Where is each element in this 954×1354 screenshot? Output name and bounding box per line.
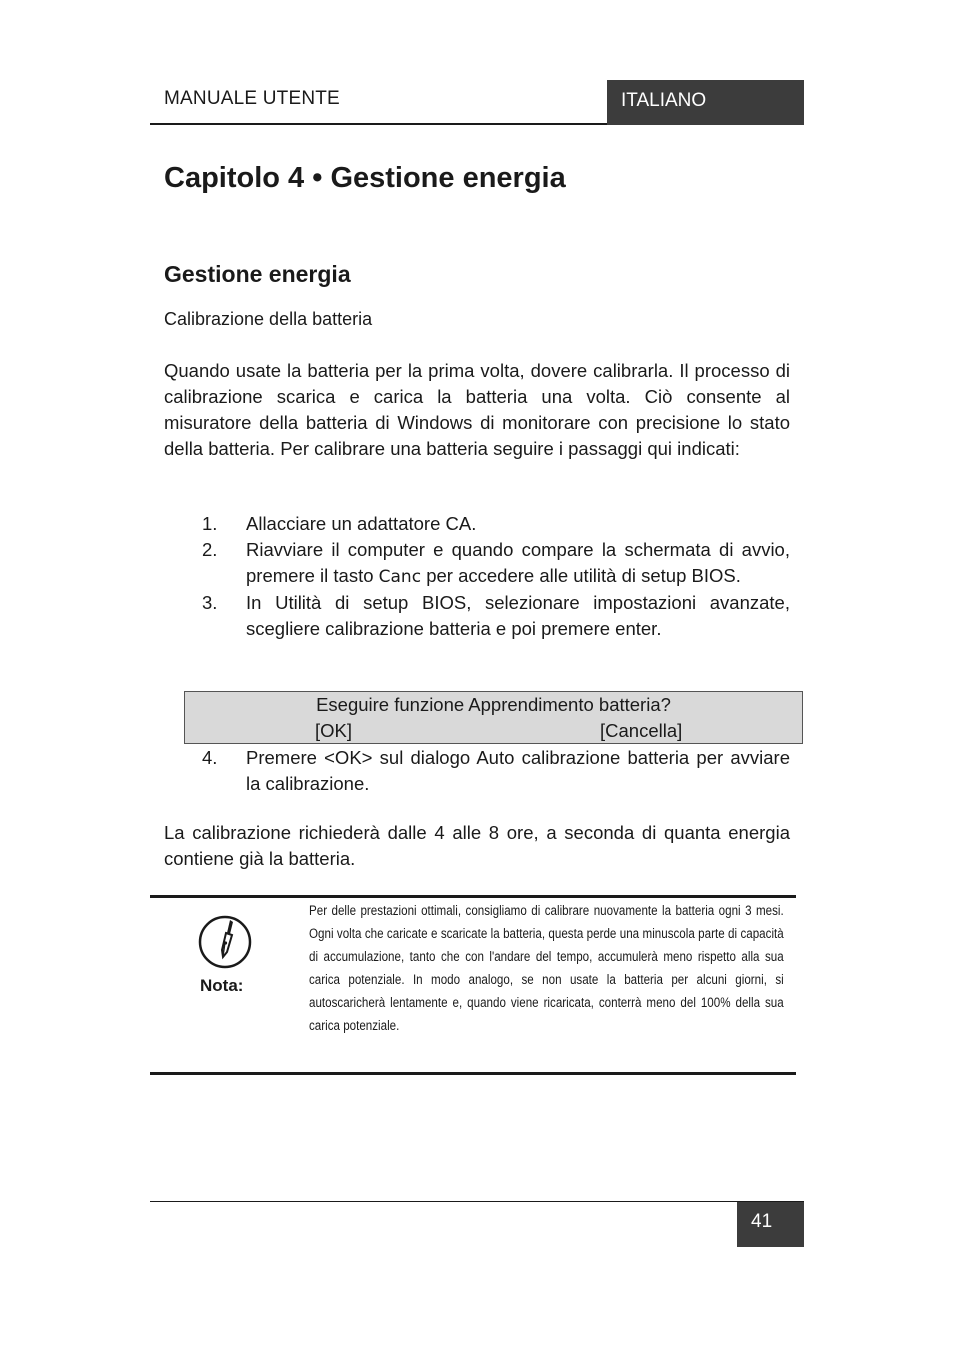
list-item (164, 745, 790, 797)
note-label: Nota: (200, 976, 244, 995)
note-bottom-rule (150, 1072, 796, 1075)
list-item (164, 537, 790, 590)
language-tab: ITALIANO (607, 80, 804, 125)
key-name: Canc (378, 567, 422, 587)
manual-title: MANUALE UTENTE (164, 88, 340, 109)
note-text: Per delle prestazioni ottimali, consigliamo di calibrare nuovamente la batteria ogni 3 mesi. Ogni volta che caricate e scaricate la batteria, questa perde una minuscola parte di capacità di accumulazione, tanto che con l'andare del tempo, accumulerà meno rispetto alla sua carica potenziale. In modo analogo, se non usate la batteria per alcuni giorni, si autoscaricherà lentamente e, quando viene ricaricata, conterrà meno del 100% della sua carica potenziale. (309, 903, 784, 1033)
header-rule (150, 123, 608, 125)
step-number: 4. (202, 747, 218, 768)
section-title: Gestione energia (164, 261, 351, 287)
step-text: Riavviare il computer e quando compare la schermata di avvio, premere il tasto (246, 539, 790, 586)
closing-paragraph: La calibrazione richiederà dalle 4 alle 8 ore, a seconda di quanta energia contiene già la batteria. (164, 822, 790, 869)
intro-paragraph: Quando usate la batteria per la prima volta, dovere calibrarla. Il processo di calibrazione scarica e carica la batteria una volta. Ciò consente al misuratore della batteria di Windows di monitorare con precisione lo stato della batteria. Per calibrare una batteria seguire i passaggi qui indicati: (164, 360, 790, 459)
step-number: 3. (202, 592, 218, 613)
bios-dialog-box (184, 691, 803, 744)
ok-option: [OK] (315, 720, 353, 741)
note-top-rule (150, 895, 796, 898)
cancel-option: [Cancella] (600, 720, 683, 741)
step-number: 2. (202, 539, 218, 560)
footer-rule (150, 1201, 804, 1202)
list-item (164, 511, 790, 537)
step-text: Allacciare un adattatore CA. (246, 513, 477, 534)
step-text: Premere <OK> sul dialogo Auto calibrazione batteria per avviare la calibrazione. (246, 747, 790, 794)
dialog-message: Eseguire funzione Apprendimento batteria? (316, 694, 671, 715)
subsection-title: Calibrazione della batteria (164, 309, 373, 329)
page-number: 41 (737, 1202, 804, 1247)
step-text-continued: per accedere alle utilità di setup BIOS. (421, 565, 741, 586)
pen-nib-icon (197, 914, 253, 970)
step-text: In Utilità di setup BIOS, selezionare impostazioni avanzate, scegliere calibrazione batteria e poi premere enter. (246, 592, 790, 639)
chapter-title: Capitolo 4 • Gestione energia (164, 162, 566, 194)
steps-list (164, 511, 790, 642)
steps-list-continued (164, 745, 790, 797)
step-number: 1. (202, 513, 218, 534)
list-item (164, 590, 790, 642)
